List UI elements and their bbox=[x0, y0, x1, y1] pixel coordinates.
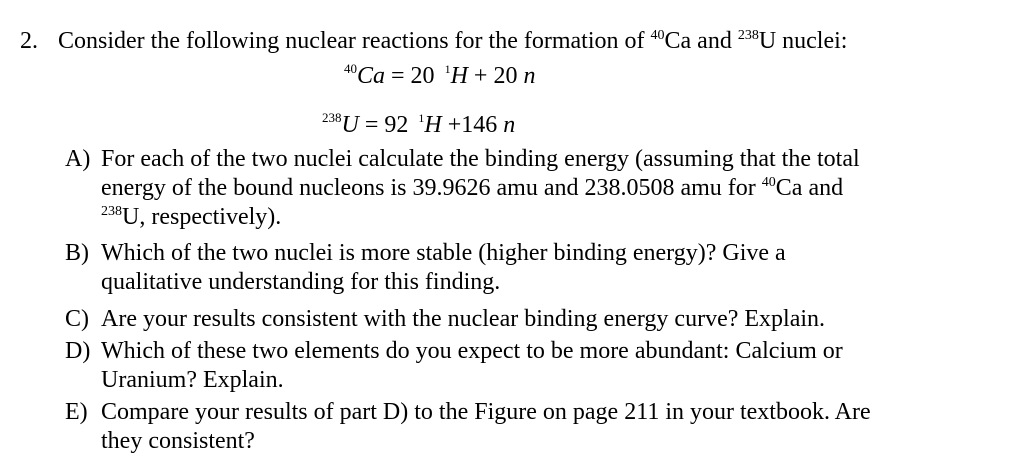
eq-ca-h: H bbox=[450, 63, 468, 89]
eq-ca-coef-n: + 20 bbox=[467, 63, 524, 89]
question-a-line1 bbox=[65, 144, 860, 174]
problem-intro bbox=[20, 26, 847, 56]
question-b-label: B) bbox=[65, 240, 89, 266]
eq-ca-coef-h: = 20 bbox=[385, 63, 441, 89]
question-a-text3: U, respectively). bbox=[122, 204, 282, 230]
question-e-line2 bbox=[101, 426, 255, 456]
question-d-line1 bbox=[65, 336, 843, 366]
equation-ca bbox=[344, 61, 535, 91]
ca-mass-number: 40 bbox=[650, 28, 665, 43]
eq-u-mass: 238 bbox=[322, 110, 342, 125]
eq-u-h-mass: 1 bbox=[418, 111, 425, 125]
question-a-ca-mass: 40 bbox=[761, 175, 776, 190]
question-a-line2 bbox=[101, 173, 843, 203]
question-c-text1: Are your results consistent with the nuclear binding energy curve? Explain. bbox=[101, 306, 826, 332]
question-c-line1 bbox=[65, 304, 825, 334]
u-symbol: U nuclei: bbox=[758, 28, 848, 54]
eq-u-lhs: U bbox=[341, 112, 359, 138]
eq-ca-h-mass: 1 bbox=[444, 62, 451, 76]
intro-text: Consider the following nuclear reactions for the formation of bbox=[58, 28, 651, 54]
question-b-text2: qualitative understanding for this finding. bbox=[101, 269, 501, 295]
question-b-line1 bbox=[65, 238, 786, 268]
equation-u bbox=[322, 110, 515, 140]
u-mass-number: 238 bbox=[737, 28, 759, 43]
eq-u-coef-h: = 92 bbox=[358, 112, 415, 138]
question-d-label: D) bbox=[65, 338, 91, 364]
question-e-text2: they consistent? bbox=[101, 428, 255, 454]
question-d-text2: Uranium? Explain. bbox=[101, 367, 284, 393]
question-d-line2 bbox=[101, 365, 284, 395]
problem-number: 2. bbox=[20, 28, 38, 54]
question-d-text1: Which of these two elements do you expect to be more abundant: Calcium or bbox=[101, 338, 843, 364]
eq-u-n: n bbox=[503, 112, 516, 138]
question-a-text1: For each of the two nuclei calculate the binding energy (assuming that the total bbox=[101, 146, 860, 172]
question-a-ca-sym: Ca and bbox=[775, 175, 844, 201]
eq-ca-n: n bbox=[523, 63, 536, 89]
eq-ca-lhs: Ca bbox=[357, 63, 386, 89]
question-b-line2 bbox=[101, 267, 500, 297]
question-a-u-mass: 238 bbox=[101, 204, 122, 219]
eq-ca-mass: 40 bbox=[344, 61, 357, 76]
question-b-text1: Which of the two nuclei is more stable (higher binding energy)? Give a bbox=[101, 240, 786, 266]
question-e-line1 bbox=[65, 397, 871, 427]
question-c-label: C) bbox=[65, 306, 89, 332]
question-e-label: E) bbox=[65, 399, 88, 425]
ca-symbol: Ca and bbox=[664, 28, 738, 54]
eq-u-h: H bbox=[424, 112, 442, 138]
question-a-text2: energy of the bound nucleons is 39.9626 amu and 238.0508 amu for bbox=[101, 175, 762, 201]
question-e-text1: Compare your results of part D) to the Figure on page 211 in your textbook. Are bbox=[101, 399, 871, 425]
question-a-label: A) bbox=[65, 146, 91, 172]
question-a-line3 bbox=[101, 202, 281, 232]
eq-u-coef-n: +146 bbox=[441, 112, 504, 138]
